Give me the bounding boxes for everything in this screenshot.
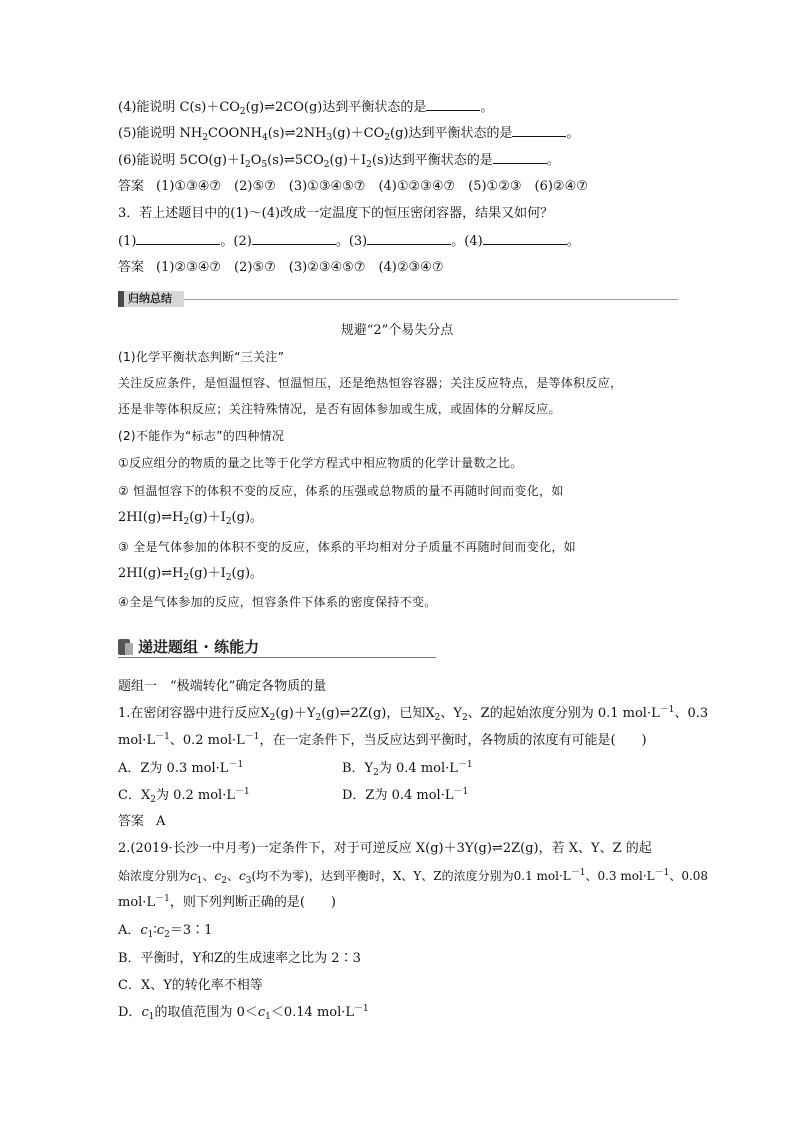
summary-equation: $2HI(g)\rightleftharpoons H_2(g)+I_2(g)$。 [118, 510, 264, 527]
option-d[interactable]: D．Z为 0.4 $mol\cdot L^{-1}$ [342, 787, 469, 803]
summary-text: ③ 全是气体参加的体积不变的反应，体系的平均相对分子质量不再随时间而变化，如 [118, 540, 576, 554]
summary-title: 规避“2”个易失分点 [340, 323, 454, 338]
summary-text: 关注反应条件，是恒温恒容、恒温恒压，还是绝热恒容容器；关注反应特点，是等体积反应， [118, 376, 623, 390]
option-b[interactable]: B．$Y_2$为 0.4 $mol\cdot L^{-1}$ [342, 760, 473, 778]
section-header [118, 635, 436, 659]
problem-2-stem: 2.(2019·长沙一中月考)一定条件下，对于可逆反应 X(g)＋3Y(g)⇌2Z(g)，若 X、Y、Z 的起 [118, 841, 652, 856]
answer-blank[interactable] [252, 232, 336, 245]
group-title: 题组一 “极端转化”确定各物质的量 [118, 679, 327, 694]
answer-blank[interactable] [483, 232, 567, 245]
summary-text: ①反应组分的物质的量之比等于化学方程式中相应物质的化学计量数之比。 [118, 456, 523, 470]
option-d[interactable]: D．$c_1$的取值范围为 $0<c_1<0.14$ $mol\cdot L^{-1}$ [118, 1004, 369, 1022]
problem-1-stem: 1.在密闭容器中进行反应$X_2(g)+Y_2(g)\rightleftharpoons 2Z(g)$，已知$X_2$、$Y_2$、Z的起始浓度分别为 0.1 $mol\cdot L^{-1}$、0.3 [118, 705, 709, 723]
summary-header [118, 291, 678, 307]
question-4: (4)能说明 $C(s)+CO_2(g)\rightleftharpoons 2CO(g)$达到平衡状态的是 。 [118, 100, 494, 117]
answer-blank[interactable] [367, 232, 451, 245]
equilibrium-arrow-icon: ⇌ [264, 100, 276, 115]
equilibrium-arrow-icon: ⇌ [284, 153, 295, 168]
answer-blank[interactable] [512, 124, 566, 137]
answer-line-2: 答案 (1)②③④⑦ (2)⑤⑦ (3)②③④⑤⑦ (4)②③④⑦ [118, 260, 444, 275]
equilibrium-arrow-icon: ⇌ [161, 510, 173, 525]
summary-text: 还是非等体积反应；关注特殊情况，是否有固体参加或生成，或固体的分解反应。 [118, 402, 561, 416]
bookmark-icon [125, 643, 133, 655]
answer-blank[interactable] [136, 232, 220, 245]
question-3: 3．若上述题目中的(1)～(4)改成一定温度下的恒压密闭容器，结果又如何？ [118, 206, 554, 221]
problem-2-stem: 始浓度分别为$c_1$、$c_2$、$c_3$(均不为零)，达到平衡时，X、Y、Z的浓度分别为0.1 $mol\cdot L^{-1}$、0.3 $mol\cdot L^{-1}$、0.08 [118, 868, 709, 886]
summary-text: ② 恒温恒容下的体积不变的反应，体系的压强或总物质的量不再随时间而变化，如 [118, 484, 564, 498]
option-c[interactable]: C．X、Y的转化率不相等 [118, 978, 263, 993]
problem-1-stem: $mol\cdot L^{-1}$、0.2 $mol\cdot L^{-1}$，在一定条件下，当反应达到平衡时，各物质的浓度有可能是( ) [118, 732, 647, 748]
summary-text: ④全是气体参加的反应，恒容条件下体系的密度保持不变。 [118, 595, 437, 609]
answer-blank[interactable] [426, 98, 480, 111]
summary-point-2: (2)不能作为“标志”的四种情况 [118, 429, 285, 443]
section-title: 递进题组 · 练能力 [138, 638, 260, 656]
divider [118, 657, 436, 658]
answer-line-3: 答案 A [118, 814, 166, 829]
summary-point-1: (1)化学平衡状态判断“三关注” [118, 350, 285, 364]
equilibrium-arrow-icon: ⇌ [339, 706, 351, 721]
option-a[interactable]: A．$c_1∶c_2=3∶1$ [118, 923, 213, 940]
summary-equation: $2HI(g)\rightleftharpoons H_2(g)+I_2(g)$。 [118, 566, 264, 583]
question-5: (5)能说明 $NH_2COONH_4(s)\rightleftharpoons 2NH_3(g)+CO_2(g)$达到平衡状态的是 。 [118, 126, 580, 143]
equilibrium-arrow-icon: ⇌ [161, 566, 173, 581]
summary-tag: 归纳总结 [118, 291, 184, 307]
equilibrium-arrow-icon: ⇌ [491, 841, 503, 856]
option-c[interactable]: C．$X_2$为 0.2 $mol\cdot L^{-1}$ [118, 787, 250, 805]
question-6: (6)能说明 $5CO(g)+I_2O_5(s)\rightleftharpoons 5CO_2(g)+I_2(s)$达到平衡状态的是 。 [118, 153, 560, 170]
equilibrium-arrow-icon: ⇌ [284, 126, 296, 141]
answer-blank[interactable] [493, 151, 547, 164]
question-3-blanks: (1) 。(2) 。(3) 。(4) 。 [118, 234, 580, 249]
answer-line-1: 答案 (1)①③④⑦ (2)⑤⑦ (3)①③④⑤⑦ (4)①②③④⑦ (5)①②③ (6)②④⑦ [118, 179, 588, 194]
divider [184, 299, 678, 300]
problem-2-stem: $mol\cdot L^{-1}$，则下列判断正确的是( ) [118, 894, 336, 910]
option-b[interactable]: B．平衡时，Y和Z的生成速率之比为 2∶3 [118, 951, 361, 966]
option-a[interactable]: A．Z为 0.3 $mol\cdot L^{-1}$ [118, 760, 244, 776]
